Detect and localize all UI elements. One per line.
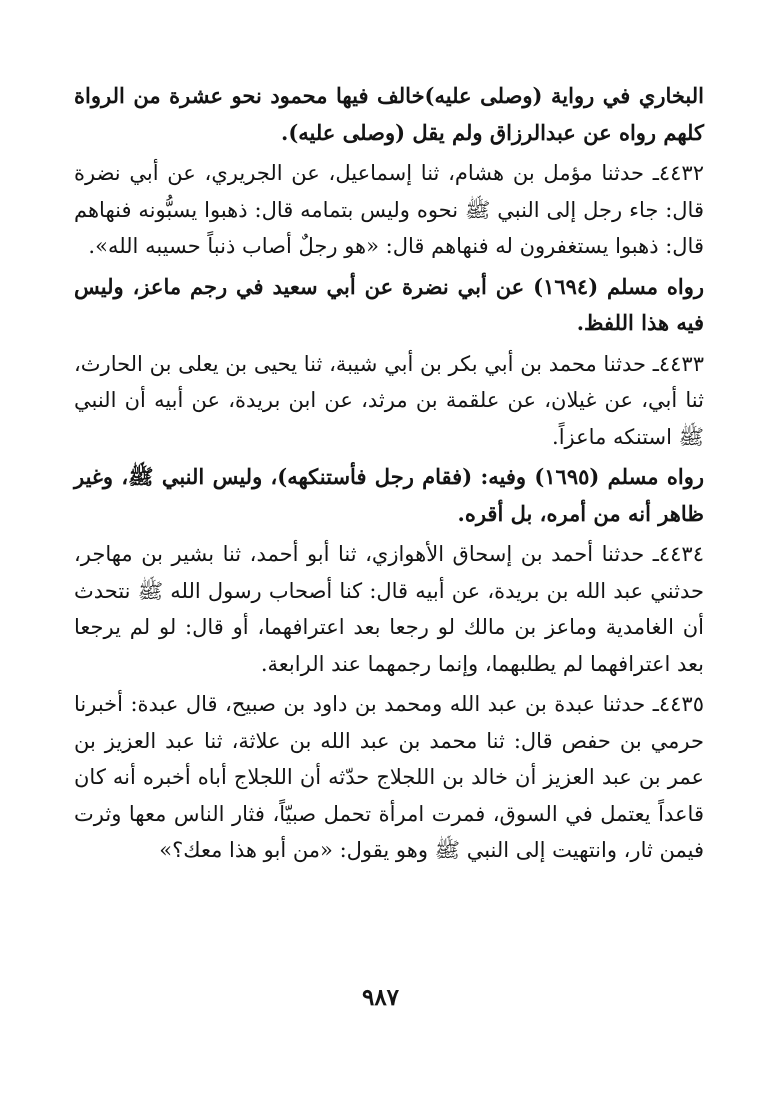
page-number: ٩٨٧ <box>361 984 400 1011</box>
hadith-4435: ٤٤٣٥ـ حدثنا عبدة بن عبد الله ومحمد بن داود بن صبيح، قال عبدة: أخبرنا حرمي بن حفص قال: ثنا محمد بن عبد الله بن علاثة، ثنا عبد العزيز بن عمر بن عبد العزيز أن خالد بن اللجلاج حدّثه أن اللجلاج أباه أخبره أنه كان قاعداً يعتمل في السوق، فمرت امرأة تحمل صبيّاً، فثار الناس معها وثرت فيمن ثار، وانتهيت إلى النبي ﷺ وهو يقول: «من أبو هذا معك؟» <box>74 692 704 862</box>
hadith-4434: ٤٤٣٤ـ حدثنا أحمد بن إسحاق الأهوازي، ثنا أبو أحمد، ثنا بشير بن مهاجر، حدثني عبد الله بن بريدة، عن أبيه قال: كنا أصحاب رسول الله ﷺ نتحدث أن الغامدية وماعز بن مالك لو رجعا بعد اعترافهما، أو قال: لو لم يرجعا بعد اعترافهما لم يطلبهما، وإنما رجمهما عند الرابعة. <box>74 542 704 676</box>
commentary-paragraph: رواه مسلم (١٦٩٤) عن أبي نضرة عن أبي سعيد في رجم ماعز، وليس فيه هذا اللفظ. <box>74 273 704 335</box>
commentary-paragraph: رواه مسلم (١٦٩٥) وفيه: (فقام رجل فأستنكهه)، وليس النبي ﷺ، وغير ظاهر أنه من أمره، بل أقره. <box>74 464 704 526</box>
hadith-4433: ٤٤٣٣ـ حدثنا محمد بن أبي بكر بن أبي شيبة، ثنا يحيى بن يعلى بن الحارث، ثنا أبي، عن غيلان، عن علقمة بن مرثد، عن ابن بريدة، عن أبيه أن النبي ﷺ استنكه ماعزاً. <box>74 351 704 449</box>
page-body <box>74 78 704 869</box>
hadith-4432: ٤٤٣٢ـ حدثنا مؤمل بن هشام، ثنا إسماعيل، عن الجريري، عن أبي نضرة قال: جاء رجل إلى النبي ﷺ نحوه وليس بتمامه قال: ذهبوا يسبُّونه فنهاهم قال: ذهبوا يستغفرون له فنهاهم قال: «هو رجلٌ أصاب ذنباً حسيبه الله». <box>74 161 704 258</box>
commentary-paragraph: البخاري في رواية (وصلى عليه)خالف فيها محمود نحو عشرة من الرواة كلهم رواه عن عبدالرزاق ولم يقل (وصلى عليه). <box>74 83 704 145</box>
